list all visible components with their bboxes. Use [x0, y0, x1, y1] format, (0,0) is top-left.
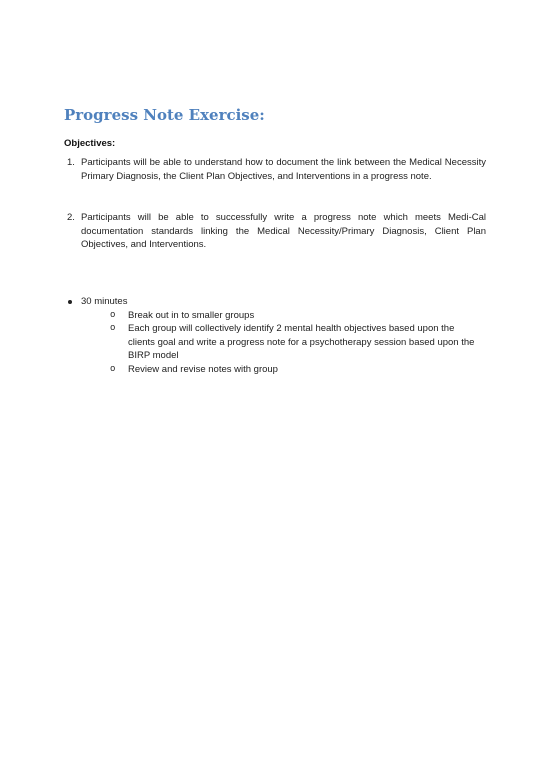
activity-text: Break out in to smaller groups	[128, 309, 255, 321]
list-number: 2.	[67, 212, 75, 223]
page-title: Progress Note Exercise:	[64, 106, 265, 124]
objective-item	[64, 211, 486, 252]
objectives-list	[64, 156, 486, 252]
circle-bullet-icon: o	[110, 309, 116, 320]
objective-item	[64, 156, 486, 183]
activity-item	[110, 363, 476, 377]
list-number: 1.	[67, 157, 75, 168]
objective-text: Participants will be able to successfully write a progress note which meets Medi-Cal documentation standards linking the Medical Necessity/Primary Diagnosis, Client Plan Objectives, and Interventions.	[81, 212, 486, 250]
activities-list	[64, 309, 484, 377]
activity-item	[110, 309, 476, 323]
duration-item	[64, 295, 484, 309]
objectives-heading: Objectives:	[64, 138, 116, 149]
activity-text: Review and revise notes with group	[128, 363, 278, 375]
circle-bullet-icon: o	[110, 323, 116, 333]
duration-text: 30 minutes	[81, 296, 128, 307]
bullet-icon	[68, 300, 72, 304]
circle-bullet-icon: o	[110, 363, 116, 374]
activity-text: Each group will collectively identify 2 mental health objectives based upon the clients goal and write a progress note for a psychotherapy session based upon the BIRP model	[128, 323, 475, 361]
exercise-details	[64, 295, 484, 376]
activity-item	[110, 322, 476, 363]
objective-text: Participants will be able to understand how to document the link between the Medical Necessity Primary Diagnosis, the Client Plan Objectives, and Interventions in a progress note.	[81, 157, 486, 182]
